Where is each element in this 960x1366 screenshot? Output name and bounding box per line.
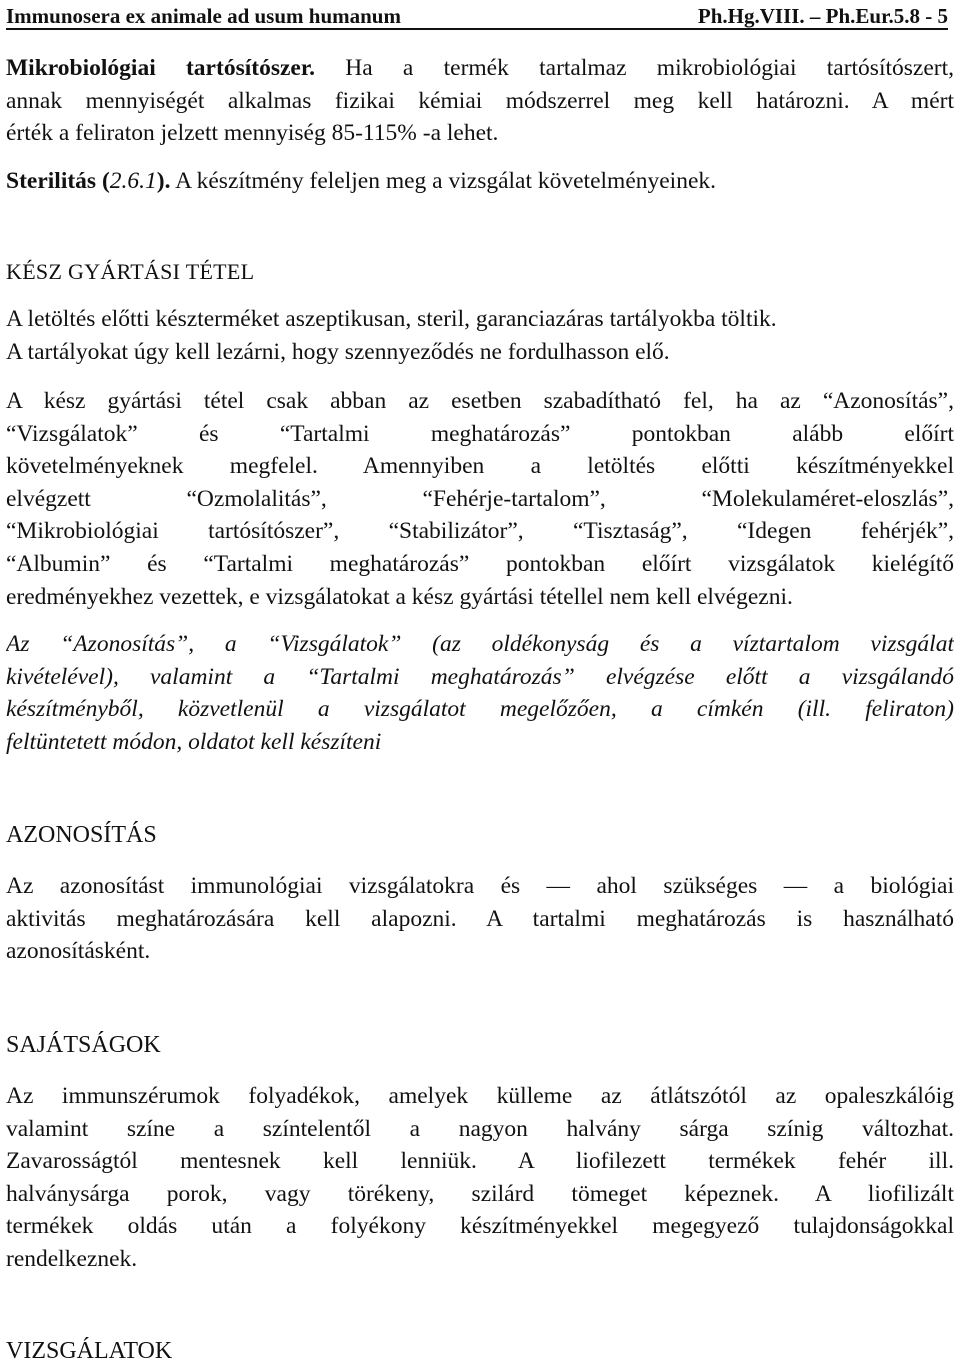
final-lot-paragraph-1: [6, 303, 954, 368]
paragraph-line: A kész gyártási tétel csak abban az esetben szabadítható fel, ha az “Azonosítás”,: [6, 388, 954, 414]
header-pharmacopoeia-ref: Ph.Hg.VIII. – Ph.Eur.5.8 - 5: [697, 4, 948, 28]
paragraph-line: halványsárga porok, vagy törékeny, szilárd tömeget képeznek. A liofilizált: [6, 1180, 954, 1207]
final-lot-paragraph-2: [6, 385, 954, 613]
paragraph-line: “Mikrobiológiai tartósítószer”, “Stabilizátor”, “Tisztaság”, “Idegen fehérjék”,: [6, 518, 954, 545]
paragraph-line: rendelkeznek.: [6, 1245, 138, 1272]
identification-heading: AZONOSÍTÁS: [6, 822, 157, 848]
paragraph-line: termékek oldás után a folyékony készítményekkel megegyező tulajdonságokkal: [6, 1213, 954, 1240]
sterility-method-ref: 2.6.1: [109, 168, 157, 194]
paragraph-line: feltüntetett módon, oldatot kell készíteni: [6, 728, 382, 755]
identification-paragraph: [6, 870, 954, 968]
paragraph-line: érték a feliraton jelzett mennyiség 85-115% -a lehet.: [6, 120, 499, 147]
tests-heading: VIZSGÁLATOK: [6, 1338, 173, 1364]
paragraph-line: annak mennyiségét alkalmas fizikai kémiai módszerrel meg kell határozni. A mért: [6, 87, 954, 114]
paragraph-line: A letöltés előtti készterméket aszeptikusan, steril, garanciazáras tartályokba töltik.: [6, 306, 777, 332]
characteristics-heading: SAJÁTSÁGOK: [6, 1032, 161, 1058]
header-title: Immunosera ex animale ad usum humanum: [6, 4, 401, 28]
paragraph-line: valamint színe a színtelentől a nagyon halvány sárga színig változhat.: [6, 1115, 954, 1142]
characteristics-paragraph: [6, 1080, 954, 1276]
paragraph-line: Sterilitás (2.6.1). A készítmény feleljen meg a vizsgálat követelményeinek.: [6, 168, 717, 194]
paragraph-line: készítményből, közvetlenül a vizsgálatot megelőzően, a címkén (ill. feliraton): [6, 696, 954, 723]
header-rule: [6, 28, 948, 30]
paragraph-line: azonosításként.: [6, 938, 151, 965]
page-header: [6, 4, 948, 28]
microbial-preservative-paragraph: [6, 52, 954, 150]
paragraph-line: “Vizsgálatok” és “Tartalmi meghatározás” pontokban alább előírt: [6, 420, 954, 447]
sterility-term: Sterilitás: [6, 168, 97, 194]
paragraph-line: A tartályokat úgy kell lezárni, hogy szennyeződés ne fordulhasson elő.: [6, 338, 670, 365]
microbial-preservative-term: Mikrobiológiai tartósítószer.: [6, 55, 315, 81]
sterility-paragraph: [6, 165, 954, 198]
paragraph-line: elvégzett “Ozmolalitás”, “Fehérje-tartalom”, “Molekulaméret-eloszlás”,: [6, 485, 954, 512]
paragraph-line: aktivitás meghatározására kell alapozni. A tartalmi meghatározás is használható: [6, 905, 954, 932]
paragraph-line: Az “Azonosítás”, a “Vizsgálatok” (az oldékonyság és a víztartalom vizsgálat: [6, 631, 954, 657]
paragraph-line: Mikrobiológiai tartósítószer. Ha a termék tartalmaz mikrobiológiai tartósítószert,: [6, 55, 954, 81]
final-lot-heading: KÉSZ GYÁRTÁSI TÉTEL: [6, 259, 255, 284]
paragraph-line: Zavarosságtól mentesnek kell lenniük. A liofilezett termékek fehér ill.: [6, 1148, 954, 1175]
paragraph-line: Az immunszérumok folyadékok, amelyek külleme az átlátszótól az opaleszkálóig: [6, 1083, 954, 1109]
paragraph-line: követelményeknek megfelel. Amennyiben a letöltés előtti készítményekkel: [6, 453, 954, 480]
paragraph-line: eredményekhez vezettek, e vizsgálatokat a kész gyártási tétellel nem kell elvégezni.: [6, 583, 793, 610]
paragraph-line: Az azonosítást immunológiai vizsgálatokra és — ahol szükséges — a biológiai: [6, 873, 954, 899]
final-lot-paragraph-3: [6, 628, 954, 758]
paragraph-line: kivételével), valamint a “Tartalmi meghatározás” elvégzése előtt a vizsgálandó: [6, 663, 954, 690]
paragraph-line: “Albumin” és “Tartalmi meghatározás” pontokban előírt vizsgálatok kielégítő: [6, 550, 954, 577]
